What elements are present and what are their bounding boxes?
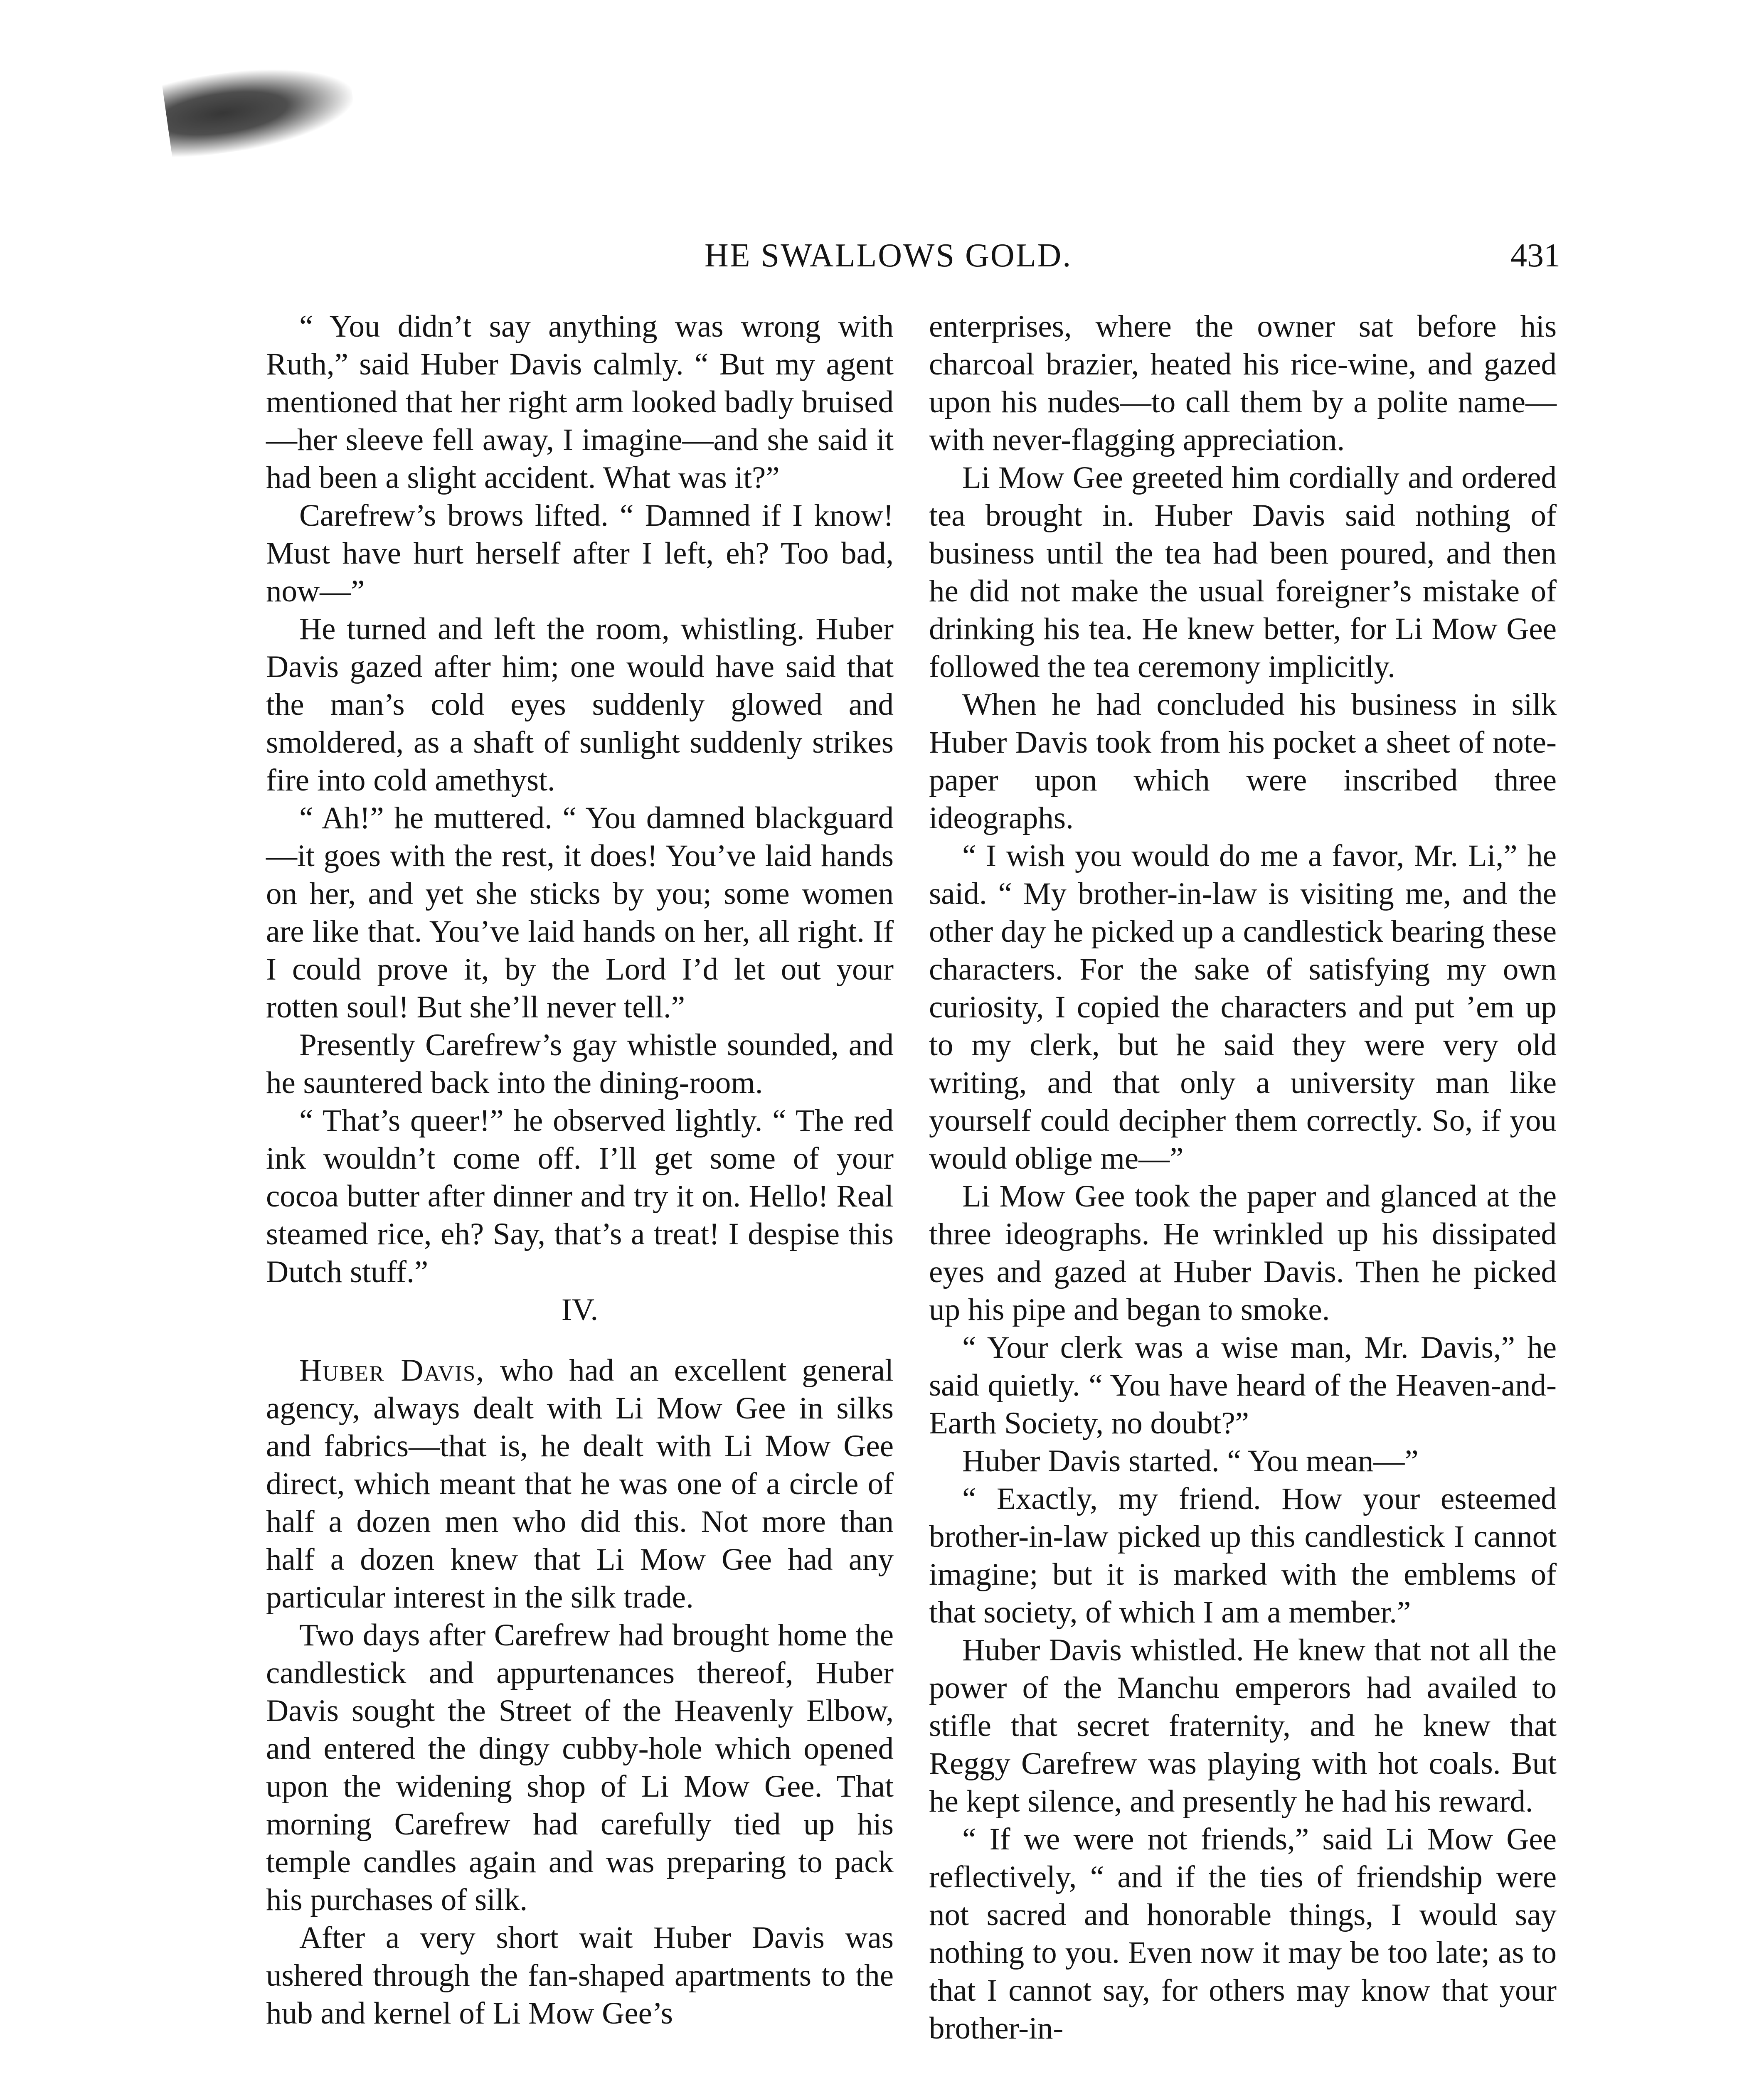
paragraph: “ Your clerk was a wise man, Mr. Davis,” he said quietly. “ You have heard of the Heaven-and-Earth Society, no doubt?”	[929, 1330, 1557, 1440]
paragraph: “ I wish you would do me a favor, Mr. Li,” he said. “ My brother-in-law is visiting me, and the other day he picked up a candlestick bearing these characters. For the sake of satisfying my own curiosity, I copied the characters and put ’em up to my clerk, but he said they were very old writing, and that only a university man like yourself could decipher them correctly. So, if you would oblige me—”	[929, 839, 1557, 1176]
left-column	[266, 308, 894, 2032]
paragraph: He turned and left the room, whistling. Huber Davis gazed after him; one would have said that the man’s cold eyes suddenly glowed and smoldered, as a shaft of sunlight suddenly strikes fire into cold amethyst.	[266, 612, 894, 798]
running-title: HE SWALLOWS GOLD.	[705, 237, 1072, 274]
paragraph: “ That’s queer!” he observed lightly. “ The red ink wouldn’t come off. I’ll get some of your cocoa butter after dinner and try it on. Hello! Real steamed rice, eh? Say, that’s a treat! I despise this Dutch stuff.”	[266, 1103, 894, 1289]
paragraph: Carefrew’s brows lifted. “ Damned if I know! Must have hurt herself after I left, eh? Too bad, now—”	[266, 498, 894, 608]
ink-smudge	[162, 56, 358, 160]
paragraph: Li Mow Gee greeted him cordially and ordered tea brought in. Huber Davis said nothing of business until the tea had been poured, and then he did not make the usual foreigner’s mistake of drinking his tea. He knew better, for Li Mow Gee followed the tea ceremony implicitly.	[929, 460, 1557, 684]
paragraph: Huber Davis started. “ You mean—”	[962, 1444, 1419, 1478]
paragraph: Huber Davis whistled. He knew that not all the power of the Manchu emperors had availed to stifle that secret fraternity, and he knew that Reggy Carefrew was playing with hot coals. But he kept silence, and presently he had his reward.	[929, 1633, 1557, 1819]
paragraph: “ If we were not friends,” said Li Mow Gee reflectively, “ and if the ties of friendship were not sacred and honorable things, I would say nothing to you. Even now it may be too late; as to that I cannot say, for others may know that your brother-in-	[929, 1822, 1557, 2046]
paragraph: Li Mow Gee took the paper and glanced at the three ideographs. He wrinkled up his dissipated eyes and gazed at Huber Davis. Then he picked up his pipe and began to smoke.	[929, 1179, 1557, 1327]
paragraph: “ Ah!” he muttered. “ You damned blackguard—it goes with the rest, it does! You’ve laid hands on her, and yet she sticks by you; some women are like that. You’ve laid hands on her, all right. If I could prove it, by the Lord I’d let out your rotten soul! But she’ll never tell.”	[266, 801, 894, 1024]
paragraph: When he had concluded his business in silk Huber Davis took from his pocket a sheet of note-paper upon which were inscribed three ideographs.	[929, 687, 1557, 835]
section-first-paragraph-text: who had an excellent general agency, always dealt with Li Mow Gee in silks and fabrics—that is, he dealt with Li Mow Gee direct, which meant that he was one of a circle of half a dozen men who did this. Not more than half a dozen knew that Li Mow Gee had any particular interest in the silk trade.	[266, 1353, 894, 1615]
section-number: IV.	[561, 1293, 599, 1327]
paragraph: Two days after Carefrew had brought home the candlestick and appurtenances thereof, Huber Davis sought the Street of the Heavenly Elbow, and entered the dingy cubby-hole which opened upon the widening shop of Li Mow Gee. That morning Carefrew had carefully tied up his temple candles again and was preparing to pack his purchases of silk.	[266, 1618, 894, 1917]
paragraph: “ You didn’t say anything was wrong with Ruth,” said Huber Davis calmly. “ But my agent mentioned that her right arm looked badly bruised—her sleeve fell away, I imagine—and she said it had been a slight accident. What was it?”	[266, 309, 894, 495]
paragraph: Presently Carefrew’s gay whistle sounded, and he sauntered back into the dining-room.	[266, 1028, 894, 1100]
continued-paragraph: enterprises, where the owner sat before his charcoal brazier, heated his rice-wine, and gazed upon his nudes—to call them by a polite name—with never-flagging appreciation.	[929, 309, 1557, 457]
paragraph: “ Exactly, my friend. How your esteemed brother-in-law picked up this candlestick I cannot imagine; but it is marked with the emblems of that society, of which I am a member.”	[929, 1482, 1557, 1630]
section-opening-words: Huber Davis,	[299, 1353, 485, 1388]
right-column	[929, 308, 1557, 2047]
section-first-paragraph	[266, 1352, 894, 1616]
paragraph: After a very short wait Huber Davis was ushered through the fan-shaped apartments to the hub and kernel of Li Mow Gee’s	[266, 1920, 894, 2031]
page-number: 431	[1510, 237, 1560, 274]
